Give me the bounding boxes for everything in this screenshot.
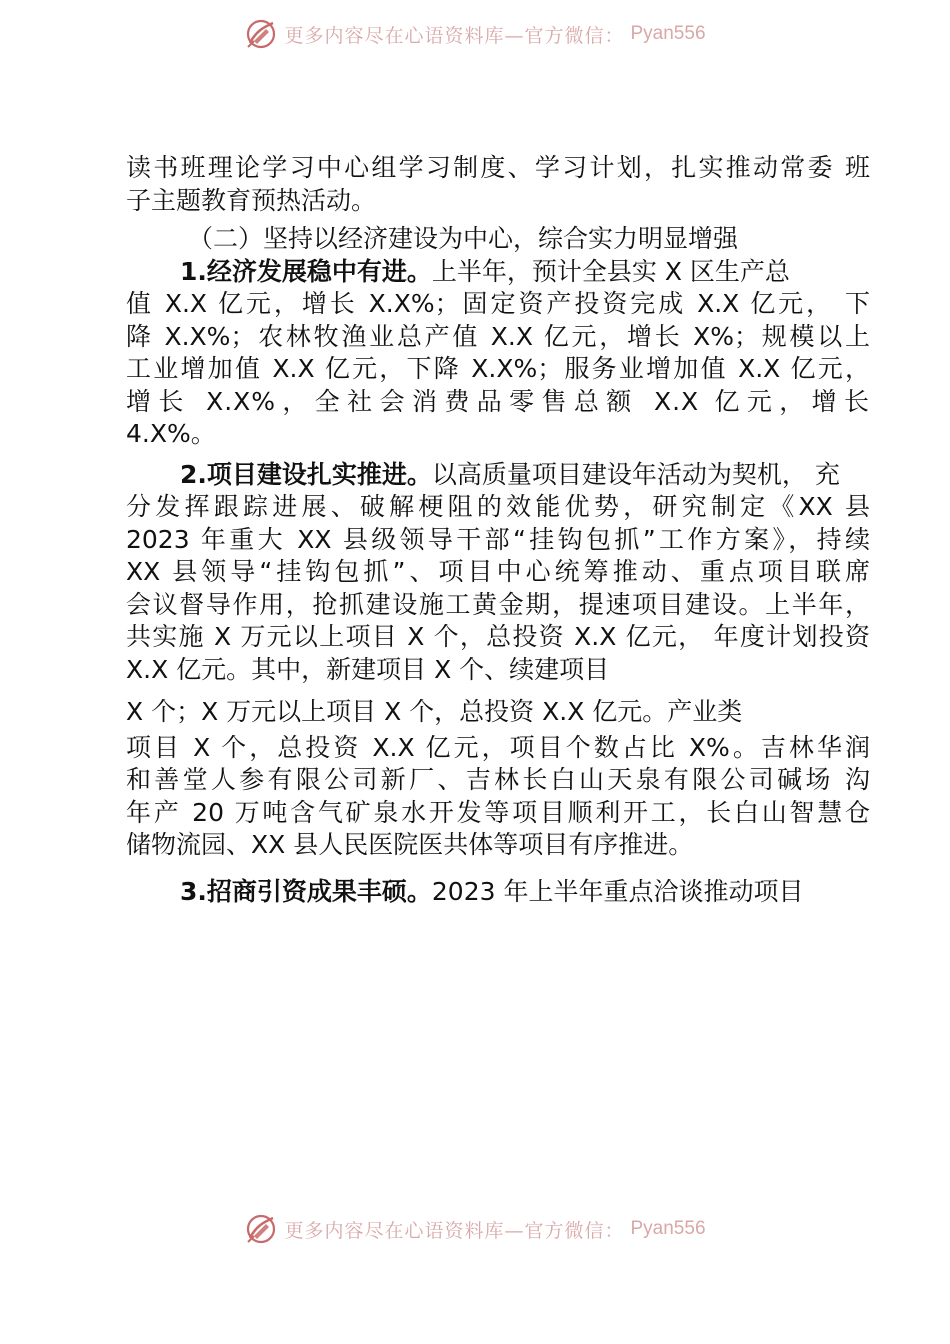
watermark-wechat-id: Pyan556 [630,1218,706,1239]
paragraph-line: 4.X%。 [126,419,216,448]
item-heading: 1.经济发展稳中有进。 [180,256,432,286]
header-watermark [0,14,950,54]
pen-logo-icon [244,17,278,51]
paragraph-line [126,459,870,492]
paragraph-text: 以高质量项目建设年活动为契机， 充 [431,459,840,489]
paragraph-line: 共实施 X 万元以上项目 X 个，总投资 X.X 亿元， 年度计划投资 [126,622,870,651]
item-heading: 3.招商引资成果丰硕。 [180,876,432,906]
paragraph-line: 工业增加值 X.X 亿元，下降 X.X%；服务业增加值 X.X 亿元， [126,354,870,383]
item-heading: 2.项目建设扎实推进。 [180,459,432,489]
paragraph-text: 2023 年上半年重点洽谈推动项目 [431,876,804,906]
paragraph-line: 储物流园、XX 县人民医院医共体等项目有序推进。 [126,830,694,859]
paragraph-line: XX 县领导“挂钩包抓”、项目中心统筹推动、重点项目联席 [126,557,870,586]
footer-watermark [0,1209,950,1249]
paragraph-text: 上半年，预计全县实 X 区生产总 [431,256,790,286]
watermark-text: 更多内容尽在心语资料库—官方微信： [284,1219,625,1242]
paragraph-line: 读书班理论学习中心组学习制度、学习计划，扎实推动常委 班 [126,153,870,182]
paragraph-line: 子主题教育预热活动。 [126,185,377,215]
paragraph-line: 项目 X 个，总投资 X.X 亿元，项目个数占比 X%。吉林华润 [126,732,870,762]
paragraph-line [126,256,870,289]
paragraph-line: 分发挥跟踪进展、破解梗阻的效能优势，研究制定《XX 县 [126,492,870,521]
paragraph-line: X.X 亿元。其中，新建项目 X 个、续建项目 [126,654,610,684]
pen-logo-icon [244,1212,278,1246]
paragraph-line: 年产 20 万吨含气矿泉水开发等项目顺利开工，长白山智慧仓 [126,797,870,827]
document-body [126,152,870,908]
paragraph-line: 值 X.X 亿元，增长 X.X%；固定资产投资完成 X.X 亿元， 下 [126,289,870,318]
section-heading: （二）坚持以经济建设为中心，综合实力明显增强 [188,224,739,253]
watermark-text: 更多内容尽在心语资料库—官方微信： [284,24,625,47]
paragraph-line: X 个；X 万元以上项目 X 个，总投资 X.X 亿元。产业类 [126,697,743,726]
paragraph-line [126,876,870,909]
paragraph-line: 和善堂人参有限公司新厂、吉林长白山天泉有限公司碱场 沟 [126,765,870,794]
paragraph-line: 增长 X.X%，全社会消费品零售总额 X.X 亿元，增长 [126,386,870,416]
watermark-wechat-id: Pyan556 [630,23,706,44]
paragraph-line: 降 X.X%；农林牧渔业总产值 X.X 亿元，增长 X%；规模以上 [126,321,870,351]
paragraph-line: 2023 年重大 XX 县级领导干部“挂钩包抓”工作方案》，持续 [126,524,870,554]
paragraph-line: 会议督导作用，抢抓建设施工黄金期，提速项目建设。上半年， [126,589,870,619]
